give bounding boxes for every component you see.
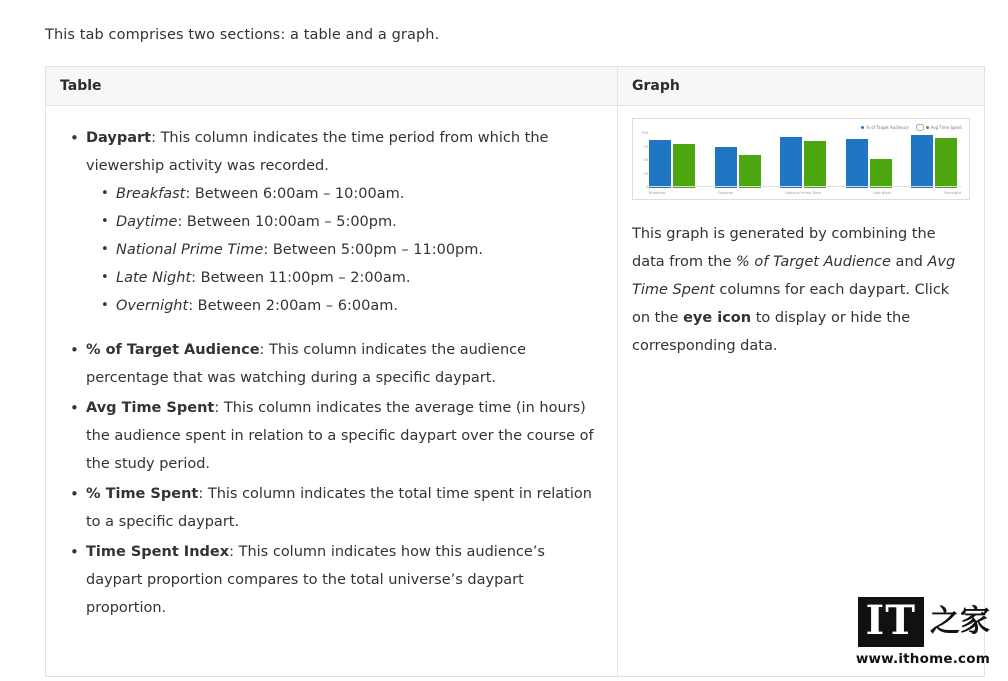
info-table [45, 66, 985, 677]
list-item [70, 336, 603, 392]
graph-text-emphasis-1: % of Target Audience [736, 254, 891, 270]
legend-swatch-icon [861, 126, 864, 129]
list-item [101, 236, 603, 264]
table-cell-descriptions [46, 106, 618, 677]
y-tick: 50 [643, 158, 648, 162]
watermark-logo-cjk: 之家 [930, 604, 990, 639]
x-tick: National Prime Time [785, 191, 821, 195]
graph-text-bold-1: eye icon [683, 310, 752, 326]
bar-target-audience[interactable] [715, 147, 737, 188]
bar-avg-time-spent[interactable] [935, 138, 957, 188]
legend-swatch-icon [926, 126, 929, 129]
term-label: Daytime [116, 214, 178, 230]
list-item [101, 264, 603, 292]
term-label: Time Spent Index [86, 544, 230, 560]
term-description: : This column indicates the average time (in hours) the audience spent in relation to a specific daypart over the course of the study period. [86, 400, 594, 472]
bar-target-audience[interactable] [649, 140, 671, 188]
bullet-icon: • [101, 214, 109, 229]
y-tick: 0 [645, 185, 648, 189]
term-description: : This column indicates the total time spent in relation to a specific daypart. [86, 486, 592, 530]
bar-target-audience[interactable] [911, 135, 933, 188]
bullet-icon: • [101, 186, 109, 201]
legend-item-avg-time-spent[interactable] [916, 124, 962, 131]
table-header-row [46, 67, 985, 106]
bullet-icon: • [70, 399, 79, 417]
graph-text-part-2: and [890, 254, 928, 270]
bar-avg-time-spent[interactable] [870, 159, 892, 188]
table-header-table: Table [46, 67, 618, 106]
bar-target-audience[interactable] [846, 139, 868, 188]
term-description: : Between 5:00pm – 11:00pm. [263, 242, 483, 258]
watermark-logo [856, 597, 990, 647]
term-description: : This column indicates the time period from which the viewership activity was recorded. [86, 130, 549, 174]
term-description: : Between 2:00am – 6:00am. [188, 298, 398, 314]
bullet-icon: • [101, 270, 109, 285]
term-description: : Between 10:00am – 5:00pm. [177, 214, 397, 230]
term-label: Late Night [116, 270, 192, 286]
sub-definition-list [86, 180, 603, 320]
chart-y-axis [638, 131, 648, 189]
list-item [70, 124, 603, 320]
list-item [101, 292, 603, 320]
bullet-icon: • [70, 129, 79, 147]
graph-text-part-4: to display or hide the corresponding data. [632, 310, 911, 354]
chart-plot-area [649, 132, 957, 188]
eye-icon[interactable] [916, 124, 924, 131]
legend-item-target-audience[interactable] [861, 125, 908, 131]
watermark-logo-latin: IT [858, 597, 924, 647]
term-label: % of Target Audience [86, 342, 260, 358]
list-item [101, 180, 603, 208]
term-label: Breakfast [116, 186, 186, 202]
y-tick: 100 [641, 131, 648, 135]
graph-text-part-3: columns for each daypart. Click on the [632, 282, 950, 326]
bullet-icon: • [70, 543, 79, 561]
term-description: : Between 11:00pm – 2:00am. [191, 270, 411, 286]
bar-group [911, 132, 957, 188]
bullet-icon: • [101, 242, 109, 257]
x-tick: Daytime [718, 191, 733, 195]
watermark [856, 597, 990, 667]
bullet-icon: • [70, 341, 79, 359]
term-label: National Prime Time [116, 242, 264, 258]
term-label: Overnight [116, 298, 189, 314]
term-description: : Between 6:00am – 10:00am. [185, 186, 405, 202]
graph-text-emphasis-2: Avg Time Spent [632, 254, 956, 298]
table-header-graph: Graph [618, 67, 985, 106]
bar-group [649, 132, 695, 188]
chart-baseline [647, 186, 961, 187]
bullet-icon: • [70, 485, 79, 503]
y-tick: 25 [643, 171, 648, 176]
list-item [101, 208, 603, 236]
graph-text-part-1: This graph is generated by combining the data from the [632, 226, 936, 270]
legend-label: Avg Time Spent [930, 124, 962, 130]
bar-group [780, 132, 826, 188]
definition-list [60, 124, 603, 622]
x-tick: Breakfast [649, 191, 666, 195]
bar-avg-time-spent[interactable] [673, 144, 695, 188]
graph-description [632, 220, 970, 360]
bar-avg-time-spent[interactable] [804, 141, 826, 188]
bar-group [715, 132, 761, 188]
term-label: Avg Time Spent [86, 400, 215, 416]
bar-target-audience[interactable] [780, 137, 802, 188]
chart-thumbnail[interactable] [632, 118, 970, 200]
term-description: : This column indicates how this audience’s daypart proportion compares to the total universe’s daypart proportion. [86, 544, 545, 616]
x-tick: Overnight [943, 191, 961, 195]
bullet-icon: • [101, 298, 109, 313]
chart-legend[interactable] [861, 124, 962, 131]
list-item [70, 394, 603, 478]
table-body-row [46, 106, 985, 677]
watermark-url: www.ithome.com [855, 651, 990, 667]
term-label: % Time Spent [86, 486, 199, 502]
list-item [70, 480, 603, 536]
legend-label: % of Target Audience [866, 124, 909, 130]
term-label: Daypart [86, 130, 152, 146]
list-item [70, 538, 603, 622]
list-spacer [86, 324, 603, 334]
x-tick: Late Night [873, 191, 892, 195]
bar-group [846, 132, 892, 188]
y-tick: 75 [643, 144, 648, 149]
term-description: : This column indicates the audience percentage that was watching during a specific daypart. [86, 342, 527, 386]
intro-paragraph: This tab comprises two sections: a table and a graph. [45, 27, 440, 43]
chart-x-axis [649, 191, 961, 196]
bar-avg-time-spent[interactable] [739, 155, 761, 188]
table-cell-graph [618, 106, 985, 677]
